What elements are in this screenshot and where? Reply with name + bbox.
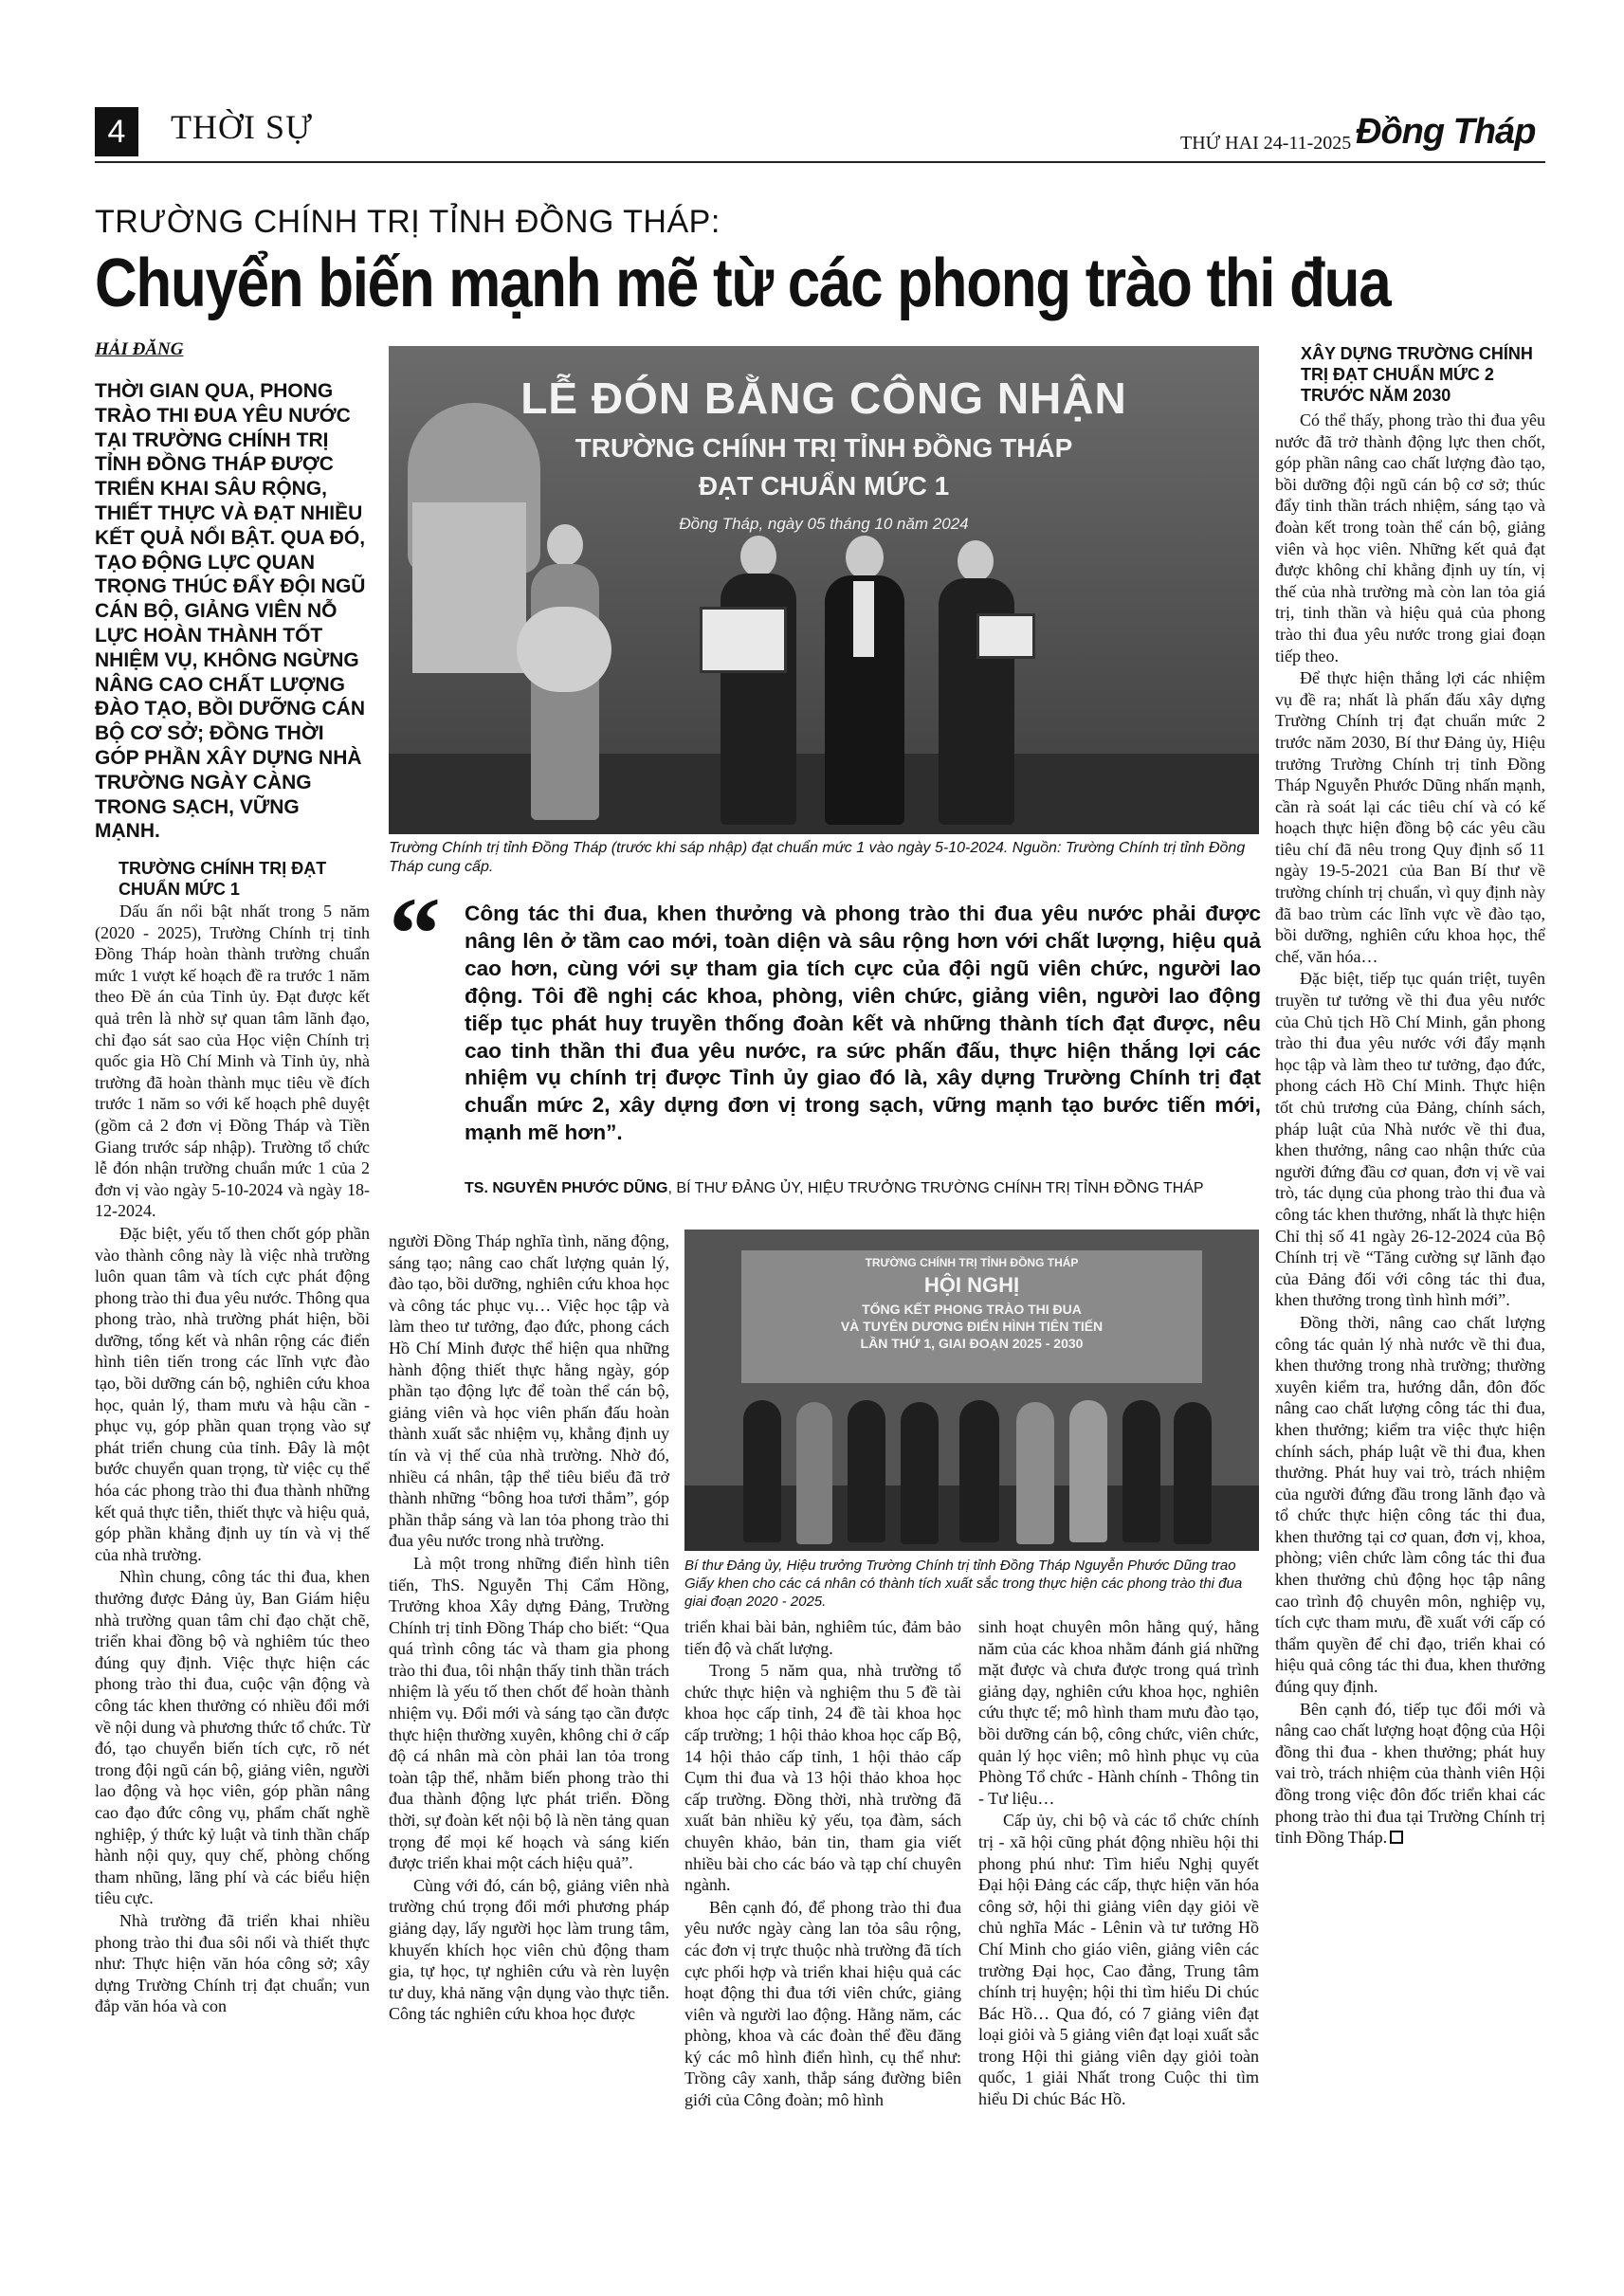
screen-line-5: LẦN THỨ 1, GIAI ĐOẠN 2025 - 2030: [860, 1336, 1084, 1351]
paragraph: sinh hoạt chuyên môn hằng quý, hằng năm của các khoa nhằm đánh giá những mặt được và chưa được trong quá trình giảng dạy, nghiên cứu khoa học, nghiên cứu thực tế; mô hình tham mưu đào tạo, bồi dưỡng cán bộ, công chức, viên chức, quản lý học viên; mô hình phục vụ của Phòng Tổ chức - Hành chính - Thông tin - Tư liệu…: [978, 1617, 1259, 1808]
header-rule: [95, 161, 1545, 163]
quote-mark-icon: “: [389, 876, 441, 992]
person-head: [740, 536, 776, 577]
photo1-caption: Trường Chính trị tỉnh Đồng Tháp (trước khi sáp nhập) đạt chuẩn mức 1 vào ngày 5-10-2024. Nguồn: Trường Chính trị tỉnh Đồng Tháp cung cấp.: [389, 840, 1246, 875]
banner-line-4: Đồng Tháp, ngày 05 tháng 10 năm 2024: [679, 515, 969, 533]
paragraph: Đặc biệt, tiếp tục quán triệt, tuyên truyền tư tưởng về thi đua yêu nước của Chủ tịch Hồ Chí Minh, gắn phong trào thi đua yêu nước với đẩy mạnh học tập và làm theo tư tưởng, đạo đức, phong cách Hồ Chí Minh. Thực hiện tốt chủ trương của Đảng, chính sách, pháp luật của Nhà nước về thi đua, khen thưởng, nâng cao nhận thức của người đứng đầu cơ quan, đơn vị về vai trò, tác dụng của phong trào thi đua và công tác khen thưởng, nhất là thực hiện Chỉ thị số 41 ngày 26-12-2024 của Bộ Chính trị về “Tăng cường sự lãnh đạo của Đảng đối với công tác thi đua, khen thưởng trong tình hình mới”.: [1275, 969, 1545, 1310]
page-number: 4: [95, 107, 138, 156]
person: [1016, 1402, 1054, 1544]
pull-quote: Công tác thi đua, khen thưởng và phong trào thi đua yêu nước phải được nâng lên ở tầm cao mới, toàn diện và sâu rộng hơn với chất lượng, hiệu quả cao hơn, cùng với sự tham gia tích cực của đội ngũ viên chức, người lao động. Tôi đề nghị các khoa, phòng, viên chức, giảng viên, người lao động tiếp tục phát huy truyền thống đoàn kết và những thành tích đạt được, nêu cao tinh thần thi đua yêu nước, ra sức phấn đấu, thực hiện thắng lợi các nhiệm vụ chính trị được Tỉnh ủy giao đó là, xây dựng Trường Chính trị đạt chuẩn mức 2, xây dựng đơn vị trong sạch, vững mạnh tạo bước tiến mới, mạnh mẽ hơn”.: [465, 902, 1261, 1145]
newspaper-masthead: Đồng Tháp: [1356, 112, 1536, 152]
screen-line-1: TRƯỜNG CHÍNH TRỊ TỈNH ĐỒNG THÁP: [865, 1256, 1079, 1269]
stage-floor: [389, 754, 1259, 834]
quote-author-role: , BÍ THƯ ĐẢNG ỦY, HIỆU TRƯỞNG TRƯỜNG CHÍNH TRỊ TỈNH ĐỒNG THÁP: [667, 1180, 1204, 1196]
paragraph: Cùng với đó, cán bộ, giảng viên nhà trường chú trọng đổi mới phương pháp giảng dạy, lấy người học làm trung tâm, khuyến khích học viên chủ động tham gia, tự học, tự nghiên cứu và rèn luyện tư duy, khả năng vận dụng vào thực tiễn. Công tác nghiên cứu khoa học được: [389, 1875, 669, 2024]
paragraph: người Đồng Tháp nghĩa tình, năng động, sáng tạo; nâng cao chất lượng quản lý, đào tạo, bồi dưỡng, nghiên cứu khoa học và công tác phục vụ… Việc học tập và làm theo tư tưởng, đạo đức, phong cách Hồ Chí Minh được thể hiện qua những hành động thiết thực hằng ngày, góp phần tạo động lực để toàn thể cán bộ, giảng viên và học viên phấn đấu hoàn thành xuất sắc nhiệm vụ, khẳng định uy tín và vị thế của nhà trường. Nhờ đó, nhiều cá nhân, tập thể tiêu biểu đã trở thành những “bông hoa tươi thắm”, góp phần thắp sáng và lan tỏa phong trào thi đua yêu nước trong nhà trường.: [389, 1231, 669, 1551]
flower-bouquet: [517, 607, 611, 692]
screen-line-4: VÀ TUYÊN DƯƠNG ĐIỂN HÌNH TIÊN TIẾN: [840, 1319, 1104, 1334]
paragraph: Cấp ủy, chi bộ và các tổ chức chính trị - xã hội cũng phát động nhiều hội thi phong phú như: Tìm hiểu Nghị quyết Đại hội Đảng các cấp, thực hiện văn hóa công sở, hội thi giảng viên dạy giỏi về chủ nghĩa Mác - Lênin và tư tưởng Hồ Chí Minh cho giáo viên, giảng viên các trường Đại học, Cao đẳng, Trung tâm chính trị huyện; hội thi tìm hiểu Di chúc Bác Hồ… Qua đó, có 7 giảng viên đạt loại giỏi và 5 giảng viên đạt loại xuất sắc trong Hội thi giảng viên dạy giỏi toàn quốc, 1 giải Nhất trong Cuộc thi tìm hiểu Di chúc Bác Hồ.: [978, 1811, 1259, 2109]
plaque: [976, 613, 1035, 659]
person: [1174, 1402, 1212, 1544]
screen-line-3: TỔNG KẾT PHONG TRÀO THI ĐUA: [862, 1302, 1082, 1317]
article-lead: THỜI GIAN QUA, PHONG TRÀO THI ĐUA YÊU NƯỚC TẠI TRƯỜNG CHÍNH TRỊ TỈNH ĐỒNG THÁP ĐƯỢC TRIỂN KHAI SÂU RỘNG, THIẾT THỰC VÀ ĐẠT NHIỀU KẾT QUẢ NỔI BẬT. QUA ĐÓ, TẠO ĐỘNG LỰC QUAN TRỌNG THÚC ĐẨY ĐỘI NGŨ CÁN BỘ, GIẢNG VIÊN NỖ LỰC HOÀN THÀNH TỐT NHIỆM VỤ, KHÔNG NGỪNG NÂNG CAO CHẤT LƯỢNG ĐÀO TẠO, BỒI DƯỠNG CÁN BỘ CƠ SỞ; ĐỒNG THỜI GÓP PHẦN XÂY DỰNG NHÀ TRƯỜNG NGÀY CÀNG TRONG SẠCH, VỮNG MẠNH.: [95, 380, 366, 843]
subhead-standard-level-1: TRƯỜNG CHÍNH TRỊ ĐẠT CHUẨN MỨC 1: [119, 859, 327, 899]
section-name: THỜI SỰ: [171, 108, 313, 146]
paragraph: Để thực hiện thắng lợi các nhiệm vụ đề ra; nhất là phấn đấu xây dựng Trường Chính trị đạt chuẩn mức 2 trước năm 2030, Bí thư Đảng ủy, Hiệu trưởng Trường Chính trị tỉnh Đồng Tháp Nguyễn Phước Dũng nhấn mạnh, cần rà soát lại các tiêu chí và có kế hoạch thực hiện đồng bộ các yêu cầu tiêu chí đã nêu trong Quy định số 11 ngày 19-5-2021 của Ban Bí thư về trường chính trị chuẩn, vì quy định này đã bao trùm các lĩnh vực về đào tạo, bồi dưỡng, nghiên cứu khoa học, thể chế, văn hóa…: [1275, 668, 1545, 966]
person: [1122, 1400, 1160, 1542]
person-head: [846, 536, 884, 579]
person-head: [547, 524, 583, 566]
column-1: [95, 901, 370, 2018]
subhead-standard-level-2: XÂY DỰNG TRƯỜNG CHÍNH TRỊ ĐẠT CHUẨN MỨC 2 TRƯỚC NĂM 2030: [1301, 344, 1533, 405]
stage-screen: [741, 1250, 1202, 1383]
column-4: [978, 1616, 1259, 2111]
person: [1069, 1400, 1107, 1542]
column-3: [684, 1616, 961, 2112]
ceremony-photo: [389, 346, 1259, 834]
banner-line-2: TRƯỜNG CHÍNH TRỊ TỈNH ĐỒNG THÁP: [575, 433, 1073, 463]
article-kicker: TRƯỜNG CHÍNH TRỊ TỈNH ĐỒNG THÁP:: [95, 204, 721, 240]
shirt: [853, 581, 874, 657]
column-2: [389, 1230, 669, 2026]
paragraph: [1275, 1699, 1545, 1849]
person: [959, 1400, 999, 1542]
screen-line-2: HỘI NGHỊ: [923, 1273, 1020, 1297]
issue-date: THỨ HAI 24-11-2025: [1180, 133, 1352, 154]
paragraph: Nhìn chung, công tác thi đua, khen thưởng được Đảng ủy, Ban Giám hiệu nhà trường quan tâm chỉ đạo chặt chẽ, triển khai đồng bộ và nghiêm túc theo đúng quy định. Việc thực hiện các phong trào thi đua, cuộc vận động và công tác khen thưởng có nhiều đổi mới về nội dung và phương thức tổ chức. Từ đó, tạo chuyển biến tích cực, rõ nét trong đội ngũ cán bộ, giảng viên, người lao động và học viên, góp phần nâng cao đạo đức công vụ, phẩm chất nghề nghiệp, ý thức kỷ luật và tinh thần chấp hành nội quy, quy chế, phòng chống tham nhũng, lãng phí và các biểu hiện tiêu cực.: [95, 1567, 370, 1908]
paragraph: Dấu ấn nổi bật nhất trong 5 năm (2020 - 2025), Trường Chính trị tỉnh Đồng Tháp hoàn thành trường chuẩn mức 1 vượt kế hoạch đề ra trước 1 năm theo Đề án của Tỉnh ủy. Đạt được kết quả trên là nhờ sự quan tâm lãnh đạo, chỉ đạo sát sao của Học viện Chính trị quốc gia Hồ Chí Minh và Tỉnh ủy, nhà trường đã hoàn thành mục tiêu về đích trước 1 năm so với kế hoạch phê duyệt (gồm cả 2 đơn vị Đồng Tháp và Tiền Giang trước sáp nhập). Trường tổ chức lễ đón nhận trường chuẩn mức 1 của 2 đơn vị vào ngày 5-10-2024 và ngày 18-12-2024.: [95, 902, 370, 1221]
paragraph: Là một trong những điển hình tiên tiến, ThS. Nguyễn Thị Cẩm Hồng, Trưởng khoa Xây dựng Đảng, Trường Chính trị tỉnh Đồng Tháp cho biết: “Qua quá trình công tác và tham gia phong trào thi đua, tôi nhận thấy tinh thần trách nhiệm là yếu tố then chốt để hoàn thành nhiệm vụ. Đổi mới và sáng tạo cần được thực hiện thường xuyên, không chỉ ở cấp độ cá nhân mà còn phải lan tỏa trong toàn tập thể, nhằm biến phong trào thi đua thành động lực phát triển. Đồng thời, sự đoàn kết nội bộ là nền tảng quan trọng để mọi kế hoạch và sáng kiến được triển khai một cách hiệu quả”.: [389, 1553, 669, 1873]
certificate: [700, 607, 787, 673]
person: [796, 1402, 832, 1544]
paragraph: Đặc biệt, yếu tố then chốt góp phần vào thành công này là việc nhà trường luôn quan tâm và tích cực phát động phong trào thi đua yêu nước. Thông qua phong trào, nhà trường phát hiện, bồi dưỡng, tổng kết và nhân rộng các điển hình tiên tiến trong các lĩnh vực đào tạo, bồi dưỡng cán bộ, nghiên cứu khoa học, quản lý, tham mưu và hậu cần - phục vụ, góp phần quan trọng vào sự phát triển chung của tỉnh. Đây là một bước chuyển quan trọng, từ việc cụ thể hóa các phong trào thi đua thành những kết quả thực tiễn, thiết thực và hiệu quả, góp phần khẳng định uy tín và vị thế của nhà trường.: [95, 1223, 370, 1564]
end-mark-icon: [1390, 1831, 1403, 1844]
paragraph: Đồng thời, nâng cao chất lượng công tác quản lý nhà nước về thi đua, khen thưởng trong nhà trường; thường xuyên kiểm tra, hướng dẫn, đôn đốc nâng cao chất lượng công tác thi đua, khen thưởng; kiểm tra việc thực hiện chính sách, pháp luật về thi đua, khen thưởng. Phát huy vai trò, trách nhiệm của người đứng đầu trong lãnh đạo và tổ chức thực hiện công tác thi đua, khen thưởng tại cơ quan, đơn vị, khoa, phòng; viên chức làm công tác thi đua khen thưởng chủ động học tập nâng cao trình độ chuyên môn, nghiệp vụ, tích cực tham mưu, đề xuất với cấp có thẩm quyền để chỉ đạo, triển khai có hiệu quả công tác thi đua, khen thưởng đúng quy định.: [1275, 1312, 1545, 1697]
person: [848, 1400, 885, 1542]
photo2-caption: Bí thư Đảng ủy, Hiệu trưởng Trường Chính trị tỉnh Đồng Tháp Nguyễn Phước Dũng trao Giấy khen cho các cá nhân có thành tích xuất sắc trong thực hiện các phong trào thi đua giai đoạn 2020 - 2025.: [684, 1558, 1243, 1610]
person: [743, 1400, 781, 1542]
byline: HẢI ĐĂNG: [95, 339, 184, 359]
person-head: [958, 540, 994, 582]
awards-photo: [684, 1230, 1259, 1551]
quote-author-name: TS. NGUYỄN PHƯỚC DŨNG: [465, 1180, 668, 1196]
paragraph: Bên cạnh đó, để phong trào thi đua yêu nước ngày càng lan tỏa sâu rộng, các đơn vị trực thuộc nhà trường đã tích cực phối hợp và triển khai hiệu quả các hoạt động thi đua tới viên chức, giảng viên và người lao động. Hằng năm, các phòng, khoa và các đoàn thể đều đăng ký các mô hình điển hình, cụ thể như: Trồng cây xanh, thắp sáng đường biên giới của Công đoàn; mô hình: [684, 1897, 961, 2110]
person: [901, 1402, 939, 1544]
article-headline: Chuyển biến mạnh mẽ từ các phong trào thi đua: [95, 246, 1391, 321]
person: [531, 564, 599, 820]
final-paragraph-text: Bên cạnh đó, tiếp tục đổi mới và nâng cao chất lượng hoạt động của Hội đồng thi đua - khen thưởng; phát huy vai trò, trách nhiệm của thành viên Hội đồng trong việc đôn đốc triển khai các phong trào thi đua tại Trường Chính trị tỉnh Đồng Tháp.: [1275, 1699, 1545, 1848]
banner-line-3: ĐẠT CHUẨN MỨC 1: [698, 471, 950, 501]
banner-line-1: LỄ ĐÓN BẰNG CÔNG NHẬN: [520, 374, 1127, 423]
paragraph: triển khai bài bản, nghiêm túc, đảm bảo tiến độ và chất lượng.: [684, 1617, 961, 1658]
paragraph: Trong 5 năm qua, nhà trường tổ chức thực hiện và nghiệm thu 5 đề tài khoa học cấp tỉnh, 24 đề tài khoa học cấp trường; 1 hội thảo khoa học cấp Bộ, 14 hội thảo cấp tỉnh, 1 hội thảo cấp Cụm thi đua và 13 hội thảo khoa học cấp trường. Đồng thời, nhà trường đã xuất bản nhiều kỷ yếu, tọa đàm, sách chuyên khảo, bản tin, tham gia viết nhiều bài cho các báo và tạp chí chuyên ngành.: [684, 1661, 961, 1895]
paragraph: Có thể thấy, phong trào thi đua yêu nước đã trở thành động lực then chốt, góp phần nâng cao chất lượng đào tạo, bồi dưỡng đội ngũ cán bộ cơ sở; thúc đẩy tinh thần trách nhiệm, sáng tạo và đoàn kết trong toàn thể cán bộ, giảng viên và học viên. Những kết quả đạt được không chỉ khẳng định uy tín, vị thế của nhà trường mà còn lan tỏa giá trị, tinh thần và hiệu quả của phong trào thi đua yêu nước trong giai đoạn tiếp theo.: [1275, 410, 1545, 665]
paragraph: Nhà trường đã triển khai nhiều phong trào thi đua sôi nổi và thiết thực như: Thực hiện văn hóa công sở; xây dựng Trường Chính trị đạt chuẩn; vun đắp văn hóa và con: [95, 1910, 370, 2016]
column-5: [1275, 410, 1545, 1850]
quote-attribution: [465, 1180, 1261, 1197]
